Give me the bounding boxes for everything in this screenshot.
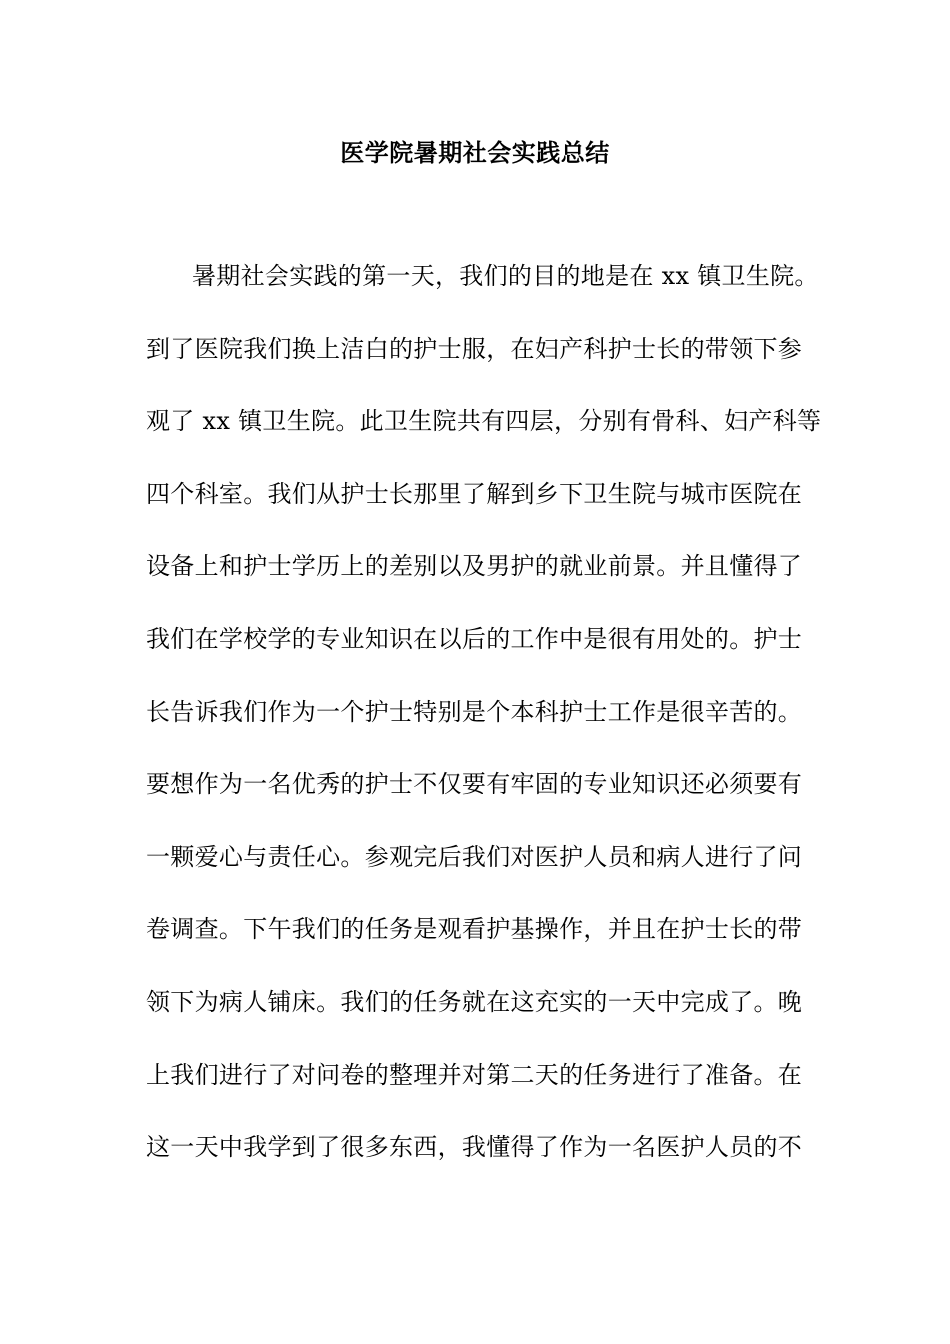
paragraph-line: 上我们进行了对问卷的整理并对第二天的任务进行了准备。在 (146, 1060, 803, 1089)
paragraph-line: 长告诉我们作为一个护士特别是个本科护士工作是很辛苦的。 (146, 697, 803, 726)
document-body (146, 256, 822, 1200)
paragraph-line: 四个科室。我们从护士长那里了解到乡下卫生院与城市医院在 (146, 479, 803, 508)
paragraph-line: 领下为病人铺床。我们的任务就在这充实的一天中完成了。晚 (146, 987, 803, 1016)
paragraph-line: 观了 xx 镇卫生院。此卫生院共有四层，分别有骨科、妇产科等 (146, 407, 822, 436)
paragraph-line: 暑期社会实践的第一天，我们的目的地是在 xx 镇卫生院。 (192, 262, 819, 290)
paragraph-line: 设备上和护士学历上的差别以及男护的就业前景。并且懂得了 (146, 552, 803, 581)
paragraph-line: 到了医院我们换上洁白的护士服，在妇产科护士长的带领下参 (146, 334, 803, 363)
paragraph-line: 要想作为一名优秀的护士不仅要有牢固的专业知识还必须要有 (146, 770, 803, 799)
document-title: 医学院暑期社会实践总结 (340, 139, 610, 167)
paragraph-line: 我们在学校学的专业知识在以后的工作中是很有用处的。护士 (146, 624, 803, 653)
paragraph-line: 卷调查。下午我们的任务是观看护基操作，并且在护士长的带 (146, 915, 803, 944)
paragraph-line: 这一天中我学到了很多东西，我懂得了作为一名医护人员的不 (146, 1133, 803, 1162)
paragraph-line: 一颗爱心与责任心。参观完后我们对医护人员和病人进行了问 (146, 842, 803, 871)
